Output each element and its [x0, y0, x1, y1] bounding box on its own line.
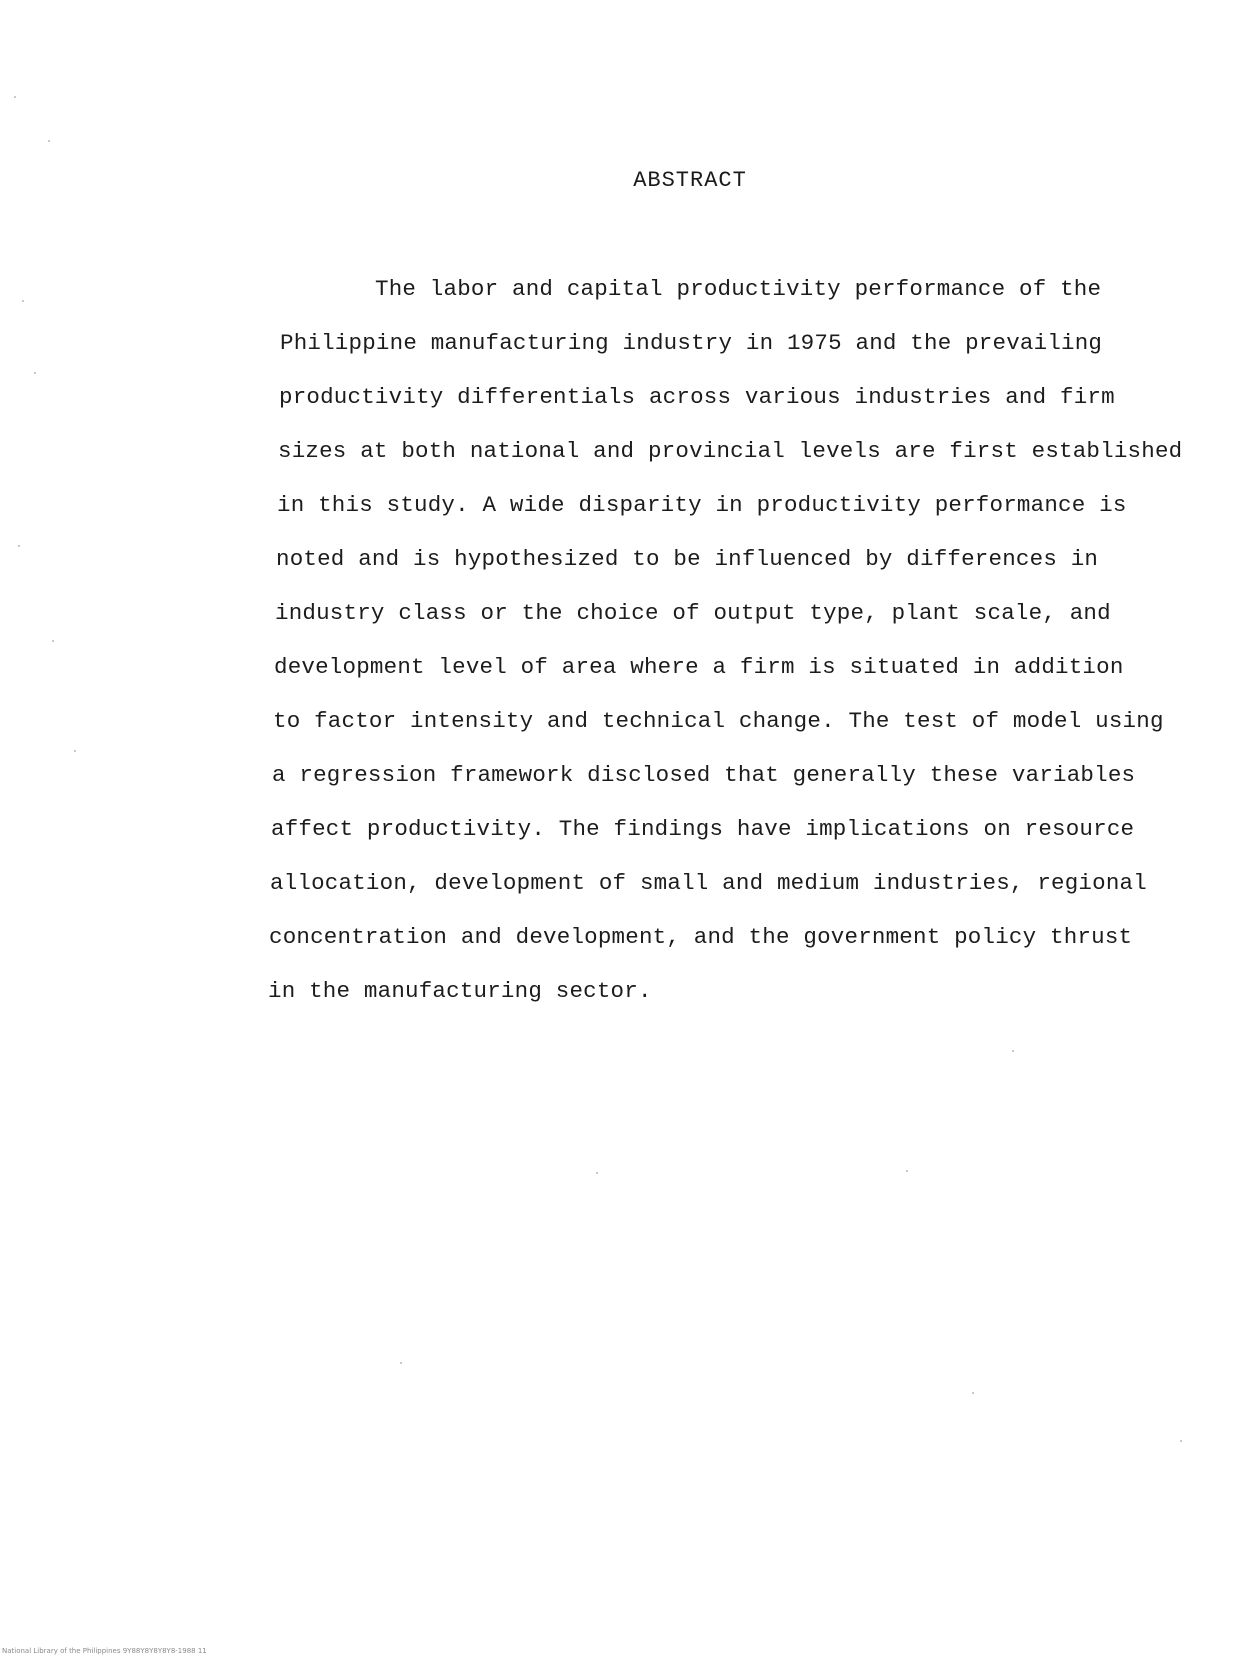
abstract-line: in the manufacturing sector. — [268, 978, 652, 1004]
scan-speck — [1180, 1440, 1182, 1442]
abstract-line: affect productivity. The findings have implications on resource — [271, 816, 1135, 842]
abstract-line: development level of area where a firm is situated in addition — [274, 654, 1124, 680]
abstract-line: industry class or the choice of output type, plant scale, and — [275, 600, 1111, 626]
abstract-line: concentration and development, and the government policy thrust — [269, 924, 1133, 950]
abstract-heading: ABSTRACT — [633, 168, 747, 193]
scan-footer-stamp: National Library of the Philippines 9Y88Y8Y8Y8Y8-1988 11 — [2, 1647, 207, 1655]
scan-speck — [596, 1172, 598, 1174]
scan-speck — [74, 750, 76, 752]
abstract-line: allocation, development of small and medium industries, regional — [270, 870, 1147, 896]
scan-speck — [14, 96, 16, 98]
abstract-line: The labor and capital productivity performance of the — [375, 276, 1102, 302]
abstract-line: noted and is hypothesized to be influenced by differences in — [276, 546, 1099, 572]
scan-speck — [972, 1392, 974, 1394]
scan-speck — [48, 140, 50, 142]
scan-speck — [1012, 1050, 1014, 1052]
abstract-line: Philippine manufacturing industry in 1975 and the prevailing — [280, 330, 1103, 356]
abstract-line: productivity differentials across various industries and firm — [279, 384, 1115, 410]
scan-speck — [18, 545, 20, 547]
scan-speck — [34, 372, 36, 374]
abstract-line: in this study. A wide disparity in productivity performance is — [277, 492, 1127, 518]
scan-speck — [400, 1362, 402, 1364]
abstract-line: to factor intensity and technical change. The test of model using — [273, 708, 1164, 734]
abstract-line: sizes at both national and provincial levels are first established — [278, 438, 1183, 464]
scan-speck — [52, 640, 54, 642]
scan-speck — [22, 300, 24, 302]
scan-speck — [906, 1170, 908, 1172]
abstract-line: a regression framework disclosed that generally these variables — [272, 762, 1136, 788]
